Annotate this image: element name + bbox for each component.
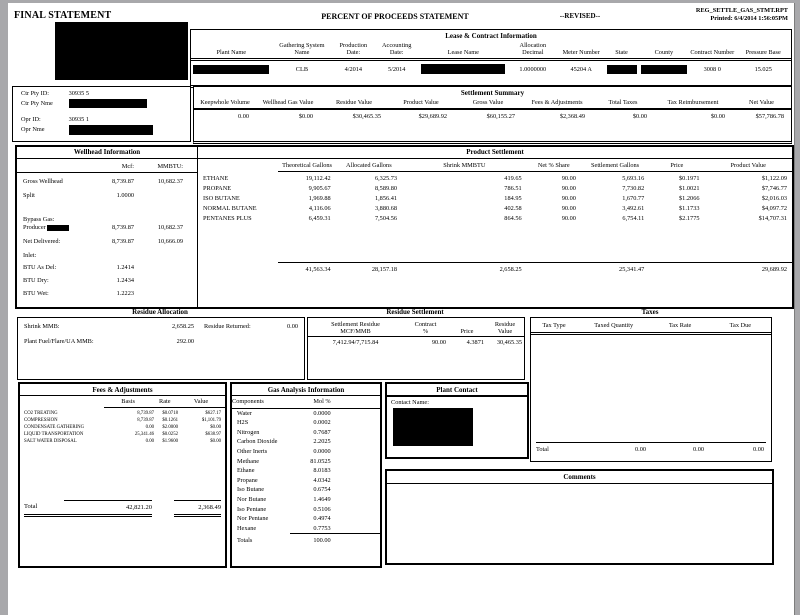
taxes-header-row: Tax Type Taxed Quantity Tax Rate Tax Due (531, 320, 771, 334)
taxes-header-table (531, 320, 771, 335)
gas-row-nitrogen: Nitrogen 0.7687 (237, 428, 331, 436)
fee-row-condensate-gathering: CONDENSATE GATHERING 0.00 $2.0000 $0.00 (24, 425, 221, 430)
product-settlement-table (198, 159, 792, 273)
residue-allocation-section (17, 317, 305, 380)
gas-totals-row: Totals 100.00 (232, 534, 380, 546)
residue-settlement-section (307, 317, 525, 380)
gathering-system-value: CLB (295, 65, 309, 73)
lease-contract-title: Lease & Contract Information (445, 32, 537, 40)
gas-row-methane: Methane 81.0525 (237, 457, 331, 465)
split-row: Split 1.0000 (23, 192, 134, 199)
fee-row-co2-treating: CO2 TREATING 8,739.87 $0.0718 $627.17 (24, 411, 221, 416)
wellhead-rows (17, 173, 197, 298)
product-settlement-pane (198, 147, 792, 307)
gas-analysis-table (232, 396, 380, 546)
gas-row-ethane: Ethane 8.0183 (237, 467, 331, 475)
gas-row-iso-butane: Iso Butane 0.6754 (237, 486, 331, 494)
residue-settlement-table (308, 321, 524, 346)
pressure-base-value: 15.025 (754, 65, 772, 73)
accounting-date-value: 5/2014 (387, 65, 406, 73)
lease-value-row (191, 60, 791, 77)
taxes-total-quantity: 0.00 (634, 446, 646, 453)
redacted-county (641, 65, 687, 74)
report-info (696, 7, 788, 23)
meter-number-value: 45204 A (570, 65, 592, 73)
product-row-ethane: ETHANE 19,112.42 6,325.73 419.65 90.00 5,693.16 $0.1971 $1,122.09 (203, 174, 787, 182)
ctr-pty-id-row (21, 90, 186, 98)
fees-total-label: Total (24, 500, 64, 517)
fees-total-value: 2,368.49 (174, 500, 221, 517)
btu-wet-row: BTU Wet: 1.2223 (23, 290, 134, 297)
inlet-row: Inlet: (23, 252, 37, 259)
fee-row-salt-water-disposal: SALT WATER DISPOSAL 0.00 $1.9600 $0.00 (24, 439, 221, 444)
gross-wellhead-row: Gross Wellhead 8,739.87 10,682.37 (23, 178, 183, 185)
mcf-header: Mcf: (121, 163, 134, 170)
contact-name-label: Contact Name: (391, 399, 429, 406)
redacted-company-block (55, 22, 188, 80)
fees-header-row: Basis Rate Value (20, 397, 225, 408)
residue-returned-label: Residue Returned: (204, 323, 251, 330)
producer-row: Producer 8,739.87 10,682.37 (23, 224, 183, 231)
residue-settlement-title: Residue Settlement (386, 308, 444, 316)
contract-number-value: 3008 0 (703, 65, 721, 73)
residue-value-value: 30,465.35 (496, 339, 522, 346)
mmbtu-header: MMBTU: (157, 163, 183, 170)
ctr-pty-name-row (21, 99, 186, 108)
ctr-pty-id-value: 30935 5 (68, 90, 90, 97)
gas-row-nor-butane: Nor Butane 1.4649 (237, 495, 331, 503)
gas-row-iso-pentane: Iso Pentane 0.5106 (237, 505, 331, 513)
lease-contract-table (191, 42, 791, 76)
fee-row-liquid-transportation: LIQUID TRANSPORTATION 25,341.46 $0.0252 $638.97 (24, 432, 221, 437)
gas-header-row: Components Mol % (232, 396, 380, 408)
gas-row-carbon-dioxide: Carbon Dioxide 2.2025 (237, 438, 331, 446)
product-settlement-title: Product Settlement (198, 147, 792, 159)
allocation-decimal-value: 1.0000000 (519, 65, 547, 73)
taxes-title: Taxes (641, 308, 659, 316)
shrink-mmb-label: Shrink MMB: (24, 323, 60, 330)
opr-id-row (21, 116, 186, 124)
plant-contact-title: Plant Contact (387, 384, 527, 397)
taxes-total-rate: 0.00 (692, 446, 704, 453)
lease-contract-section (190, 29, 792, 88)
wellhead-title: Wellhead Information (17, 147, 197, 159)
gas-row-h2s: H2S 0.0002 (237, 419, 331, 427)
contract-pct-value: 90.00 (431, 339, 446, 346)
redacted-plant-name (193, 65, 269, 74)
redacted-lease-name (421, 64, 505, 74)
fee-row-compression: COMPRESSION 8,739.87 $0.1261 $1,101.79 (24, 418, 221, 423)
residue-settlement-value-row (308, 337, 524, 347)
wellhead-unit-header (17, 159, 197, 173)
taxes-section (530, 317, 772, 462)
main-settlement-section (15, 145, 794, 309)
gas-row-nor-pentane: Nor Pentane 0.4974 (237, 515, 331, 523)
report-file-name: REG_SETTLE_GAS_STMT.RPT (695, 7, 788, 14)
wellhead-pane (17, 147, 198, 307)
fees-rows (20, 410, 225, 445)
gas-analysis-title: Gas Analysis Information (232, 384, 380, 396)
page-title: PERCENT OF PROCEEDS STATEMENT (321, 12, 469, 21)
product-row-propane: PROPANE 9,905.67 8,589.80 786.51 90.00 7,730.82 $1.0021 $7,746.77 (203, 185, 787, 192)
btu-as-del-row: BTU As Del: 1.2414 (23, 264, 134, 271)
comments-section (385, 469, 774, 565)
redacted-producer (47, 225, 69, 231)
summary-header-row: Keepwhole Volume Wellhead Gas Value Residue Value Product Value Gross Value Fees & Adjustments Total Taxes Tax Reimbursement Net Value (194, 99, 791, 109)
gas-analysis-section (230, 382, 382, 568)
redacted-ctr-pty-name (69, 99, 147, 108)
taxes-total-row (536, 442, 766, 453)
residue-returned-value: 0.00 (286, 323, 298, 330)
ctr-pty-id-label: Ctr Pty ID: (21, 90, 49, 97)
summary-value-row: 0.00 $0.00 $30,465.35 $29,689.92 $60,155.27 $2,368.49 $0.00 $0.00 $57,786.78 (237, 113, 784, 120)
fees-title: Fees & Adjustments (20, 384, 225, 396)
residue-price-value: 4.3871 (466, 339, 484, 346)
redacted-opr-name (69, 125, 153, 135)
plant-fuel-value: 292.00 (176, 338, 194, 345)
plant-contact-section (385, 382, 529, 459)
settlement-residue-value: 7,412.94/7,715.84 (332, 339, 379, 346)
final-statement-label: FINAL STATEMENT (14, 10, 112, 21)
taxes-total-label: Total (536, 446, 549, 453)
settlement-summary-section (193, 86, 792, 144)
production-date-value: 4/2014 (344, 65, 363, 73)
product-header-row: Theoretical Gallons Allocated Gallons Shrink MMBTU Net % Share Settlement Gallons Price Product Value (198, 159, 792, 172)
redacted-state (607, 65, 637, 74)
bypass-gas-row: Bypass Gas: (23, 216, 55, 223)
ctr-pty-name-label: Ctr Pty Nme (21, 99, 53, 107)
shrink-mmb-value: 2,658.25 (171, 323, 194, 330)
gas-row-water: Water 0.0000 (237, 409, 331, 417)
product-spacer-row (198, 222, 792, 263)
fees-total-basis: 42,821.20 (64, 500, 152, 517)
plant-fuel-label: Plant Fuel/Flare/UA MMB: (24, 338, 94, 345)
printed-timestamp: Printed: 6/4/2014 1:56:05PM (710, 15, 788, 22)
party-info-section (12, 86, 191, 142)
lease-header-row: Plant Name Gathering System Name Production Date: Accounting Date: Lease Name Allocation Decimal Meter Number State County Contract Number Pressure Base (191, 42, 791, 60)
gas-row-propane: Propane 4.0342 (237, 476, 331, 484)
net-delivered-row: Net Delivered: 8,739.87 10,666.09 (23, 238, 183, 245)
revised-flag: --REVISED-- (559, 12, 601, 20)
gas-row-hexane: Hexane 0.7753 (237, 524, 331, 532)
taxes-total-due: 0.00 (752, 446, 764, 453)
comments-title: Comments (387, 471, 772, 484)
product-row-normal-butane: NORMAL BUTANE 4,116.06 3,880.68 402.58 90.00 3,492.61 $1.1733 $4,097.72 (203, 205, 787, 212)
fees-header-table (20, 397, 225, 408)
opr-name-label: Opr Nme (21, 126, 45, 134)
fees-total-row (24, 500, 221, 517)
residue-settlement-header-row: Settlement Residue MCF/MMB Contract % Price Residue Value (308, 321, 524, 337)
product-totals-row: 41,563.34 28,157.18 2,658.25 25,341.47 29,689.92 (198, 263, 792, 274)
opr-name-row (21, 125, 186, 135)
settlement-summary-table (194, 99, 791, 120)
product-row-iso-butane: ISO BUTANE 1,969.88 1,856.41 184.95 90.00 1,670.77 $1.2066 $2,016.03 (203, 195, 787, 202)
btu-dry-row: BTU Dry: 1.2434 (23, 277, 134, 284)
gas-row-other-inerts: Other Inerts 0.0000 (237, 447, 331, 455)
opr-id-value: 30935 1 (68, 116, 90, 123)
opr-id-label: Opr ID: (21, 116, 41, 123)
fees-adjustments-section (18, 382, 227, 568)
settlement-summary-title: Settlement Summary (460, 89, 525, 97)
residue-allocation-title: Residue Allocation (132, 308, 188, 316)
product-row-pentanes-plus: PENTANES PLUS 6,459.31 7,504.56 864.56 90.00 6,754.11 $2.1775 $14,707.31 (203, 215, 787, 222)
redacted-contact-name (393, 408, 473, 446)
